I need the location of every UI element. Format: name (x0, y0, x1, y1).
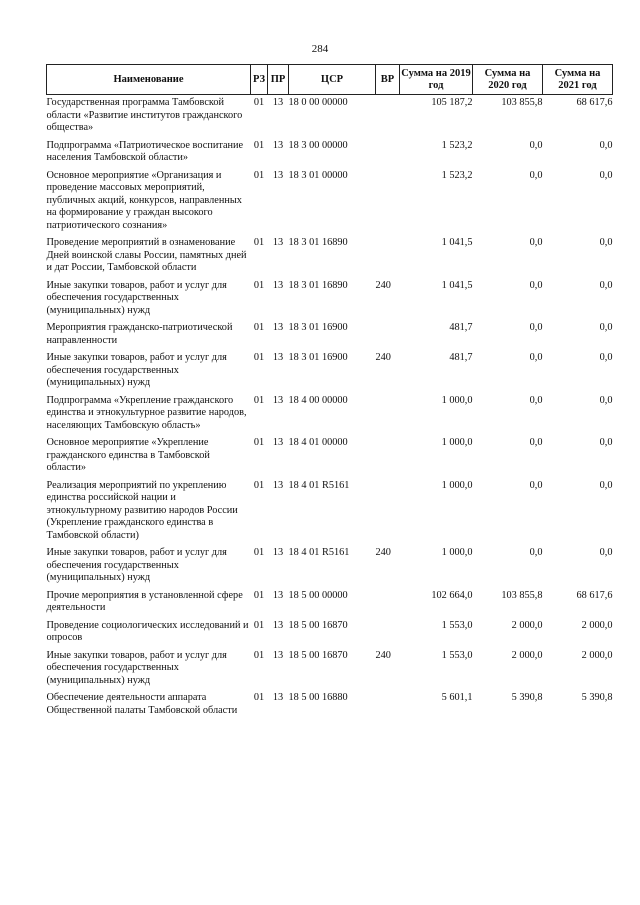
table-row (47, 692, 613, 722)
row-name: Иные закупки товаров, работ и услуг для обеспечения государственных (муниципальных) нужд (46, 547, 227, 583)
header-vr: ВР (376, 65, 400, 95)
table-row (47, 650, 613, 693)
row-pr: 13 (272, 139, 284, 151)
row-sum-2021: 0,0 (599, 479, 613, 491)
row-rz: 01 (253, 237, 265, 248)
row-pr: 13 (272, 547, 284, 558)
row-name: Прочие мероприятия в установленной сфере деятельности (46, 589, 243, 613)
row-vr (376, 590, 400, 620)
table-row (47, 237, 613, 280)
row-rz: 01 (253, 547, 265, 558)
row-rz: 01 (253, 437, 265, 448)
row-name: Иные закупки товаров, работ и услуг для обеспечения государственных (муниципальных) нужд (46, 279, 227, 316)
row-csr: 18 4 00 00000 (288, 394, 348, 406)
row-vr (376, 140, 400, 170)
header-rz: РЗ (251, 65, 268, 95)
row-sum-2020: 0,0 (529, 547, 543, 558)
header-name: Наименование (47, 65, 251, 95)
row-name: Подпрограмма «Патриотическое воспитание населения Тамбовской области» (46, 139, 244, 163)
row-sum-2021: 68 617,6 (576, 589, 613, 601)
row-sum-2020: 2 000,0 (511, 619, 543, 631)
row-sum-2021: 0,0 (599, 437, 613, 448)
table-row (47, 352, 613, 395)
row-sum-2021: 0,0 (599, 139, 613, 151)
row-pr: 13 (272, 589, 284, 601)
row-rz: 01 (253, 479, 265, 491)
row-sum-2020: 103 855,8 (501, 589, 543, 601)
row-sum-2020: 5 390,8 (511, 692, 543, 703)
row-sum-2020: 0,0 (529, 322, 543, 333)
table-row (47, 322, 613, 352)
row-pr: 13 (272, 479, 284, 491)
row-sum-2021: 5 390,8 (581, 692, 613, 703)
header-sum-2019: Сумма на 2019 год (400, 65, 473, 95)
row-csr: 18 5 00 00000 (288, 589, 348, 601)
row-sum-2019: 1 553,0 (441, 649, 473, 661)
row-pr: 13 (272, 237, 284, 248)
row-sum-2019: 1 523,2 (441, 139, 473, 151)
header-csr: ЦСР (289, 65, 376, 95)
row-pr: 13 (272, 394, 284, 406)
row-sum-2019: 481,7 (449, 352, 473, 363)
row-vr (376, 692, 400, 722)
row-rz: 01 (253, 589, 265, 601)
row-sum-2019: 1 000,0 (441, 479, 473, 491)
row-name: Основное мероприятие «Укрепление гражданского единства в Тамбовской области» (46, 437, 210, 473)
row-csr: 18 0 00 00000 (288, 97, 348, 108)
row-name: Иные закупки товаров, работ и услуг для обеспечения государственных (муниципальных) нужд (46, 352, 227, 388)
header-sum-2021: Сумма на 2021 год (543, 65, 613, 95)
row-sum-2021: 0,0 (599, 237, 613, 248)
row-pr: 13 (272, 169, 284, 181)
row-rz: 01 (253, 692, 265, 703)
row-csr: 18 3 01 00000 (288, 169, 348, 181)
row-name: Иные закупки товаров, работ и услуг для обеспечения государственных (муниципальных) нужд (46, 649, 227, 686)
row-rz: 01 (253, 322, 265, 333)
header-pr: ПР (268, 65, 289, 95)
row-pr: 13 (272, 437, 284, 448)
row-rz: 01 (253, 394, 265, 406)
row-vr (376, 237, 400, 280)
table-row (47, 620, 613, 650)
row-sum-2020: 2 000,0 (511, 649, 543, 661)
row-sum-2020: 0,0 (529, 394, 543, 406)
table-row (47, 480, 613, 548)
row-sum-2020: 0,0 (529, 479, 543, 491)
row-sum-2020: 0,0 (529, 352, 543, 363)
row-vr: 240 (375, 352, 391, 363)
row-csr: 18 3 01 16900 (288, 322, 348, 333)
row-rz: 01 (253, 169, 265, 181)
header-sum-2020: Сумма на 2020 год (473, 65, 543, 95)
row-vr (376, 170, 400, 238)
row-sum-2020: 0,0 (529, 139, 543, 151)
row-csr: 18 5 00 16870 (288, 649, 348, 661)
row-sum-2019: 481,7 (449, 322, 473, 333)
row-csr: 18 4 01 R5161 (288, 479, 350, 491)
row-name: Проведение мероприятий в ознаменование Дней воинской славы России, памятных дней и дат России, Тамбовской области (46, 237, 247, 273)
row-csr: 18 3 01 16890 (288, 237, 348, 248)
row-sum-2021: 2 000,0 (581, 649, 613, 661)
row-vr (376, 395, 400, 438)
row-sum-2021: 0,0 (599, 394, 613, 406)
row-sum-2020: 0,0 (529, 169, 543, 181)
table-row (47, 437, 613, 480)
row-pr: 13 (272, 619, 284, 631)
table-row (47, 140, 613, 170)
row-vr (376, 620, 400, 650)
table-header-row (47, 65, 613, 95)
row-sum-2019: 1 553,0 (441, 619, 473, 631)
row-vr: 240 (375, 547, 391, 558)
row-sum-2019: 1 041,5 (441, 237, 473, 248)
row-sum-2019: 1 000,0 (441, 547, 473, 558)
row-sum-2019: 1 000,0 (441, 437, 473, 448)
row-name: Реализация мероприятий по укреплению единства российской нации и этнокультурному развитию народов России (Укрепление гражданского единства в Тамбовской области) (46, 479, 238, 541)
row-sum-2020: 103 855,8 (501, 97, 543, 108)
table-row (47, 547, 613, 590)
row-sum-2020: 0,0 (529, 437, 543, 448)
table-body (47, 95, 613, 723)
row-sum-2021: 0,0 (599, 279, 613, 291)
row-rz: 01 (253, 352, 265, 363)
row-name: Обеспечение деятельности аппарата Общественной палаты Тамбовской области (46, 692, 238, 716)
row-sum-2019: 102 664,0 (431, 589, 473, 601)
row-vr (376, 95, 400, 140)
row-sum-2021: 68 617,6 (576, 97, 613, 108)
row-vr (376, 480, 400, 548)
page-number: 284 (311, 43, 329, 55)
row-csr: 18 4 01 00000 (288, 437, 348, 448)
row-csr: 18 3 01 16900 (288, 352, 348, 363)
row-csr: 18 5 00 16880 (288, 692, 348, 703)
row-sum-2021: 0,0 (599, 322, 613, 333)
row-sum-2021: 0,0 (599, 352, 613, 363)
row-rz: 01 (253, 97, 265, 108)
row-rz: 01 (253, 649, 265, 661)
row-pr: 13 (272, 97, 284, 108)
row-name: Государственная программа Тамбовской области «Развитие институтов гражданского общества» (46, 97, 243, 133)
row-csr: 18 4 01 R5161 (288, 547, 350, 558)
budget-table (46, 64, 613, 722)
row-rz: 01 (253, 139, 265, 151)
table-row (47, 590, 613, 620)
row-rz: 01 (253, 619, 265, 631)
row-sum-2020: 0,0 (529, 279, 543, 291)
row-sum-2019: 1 000,0 (441, 394, 473, 406)
table-row (47, 280, 613, 323)
row-sum-2020: 0,0 (529, 237, 543, 248)
row-csr: 18 5 00 16870 (288, 619, 348, 631)
row-pr: 13 (272, 279, 284, 291)
row-sum-2021: 0,0 (599, 547, 613, 558)
row-pr: 13 (272, 692, 284, 703)
row-sum-2019: 105 187,2 (431, 97, 473, 108)
row-sum-2019: 5 601,1 (441, 692, 473, 703)
row-name: Основное мероприятие «Организация и проведение массовых мероприятий, публичных акций, конкурсов, направленных на формирование у граждан высокого патриотического сознания» (46, 169, 242, 231)
row-name: Мероприятия гражданско-патриотической направленности (46, 322, 233, 346)
row-csr: 18 3 00 00000 (288, 139, 348, 151)
row-pr: 13 (272, 322, 284, 333)
row-sum-2019: 1 523,2 (441, 169, 473, 181)
row-sum-2019: 1 041,5 (441, 279, 473, 291)
row-name: Проведение социологических исследований и опросов (46, 619, 249, 643)
row-rz: 01 (253, 279, 265, 291)
row-csr: 18 3 01 16890 (288, 279, 348, 291)
row-pr: 13 (272, 352, 284, 363)
row-vr (376, 437, 400, 480)
table-row (47, 170, 613, 238)
table-row (47, 95, 613, 140)
row-sum-2021: 2 000,0 (581, 619, 613, 631)
row-pr: 13 (272, 649, 284, 661)
row-sum-2021: 0,0 (599, 169, 613, 181)
row-vr: 240 (375, 649, 391, 661)
row-vr (376, 322, 400, 352)
table-row (47, 395, 613, 438)
row-vr: 240 (375, 279, 391, 291)
row-name: Подпрограмма «Укрепление гражданского единства и этнокультурное развитие народов, населяющих Тамбовскую область» (46, 394, 247, 431)
